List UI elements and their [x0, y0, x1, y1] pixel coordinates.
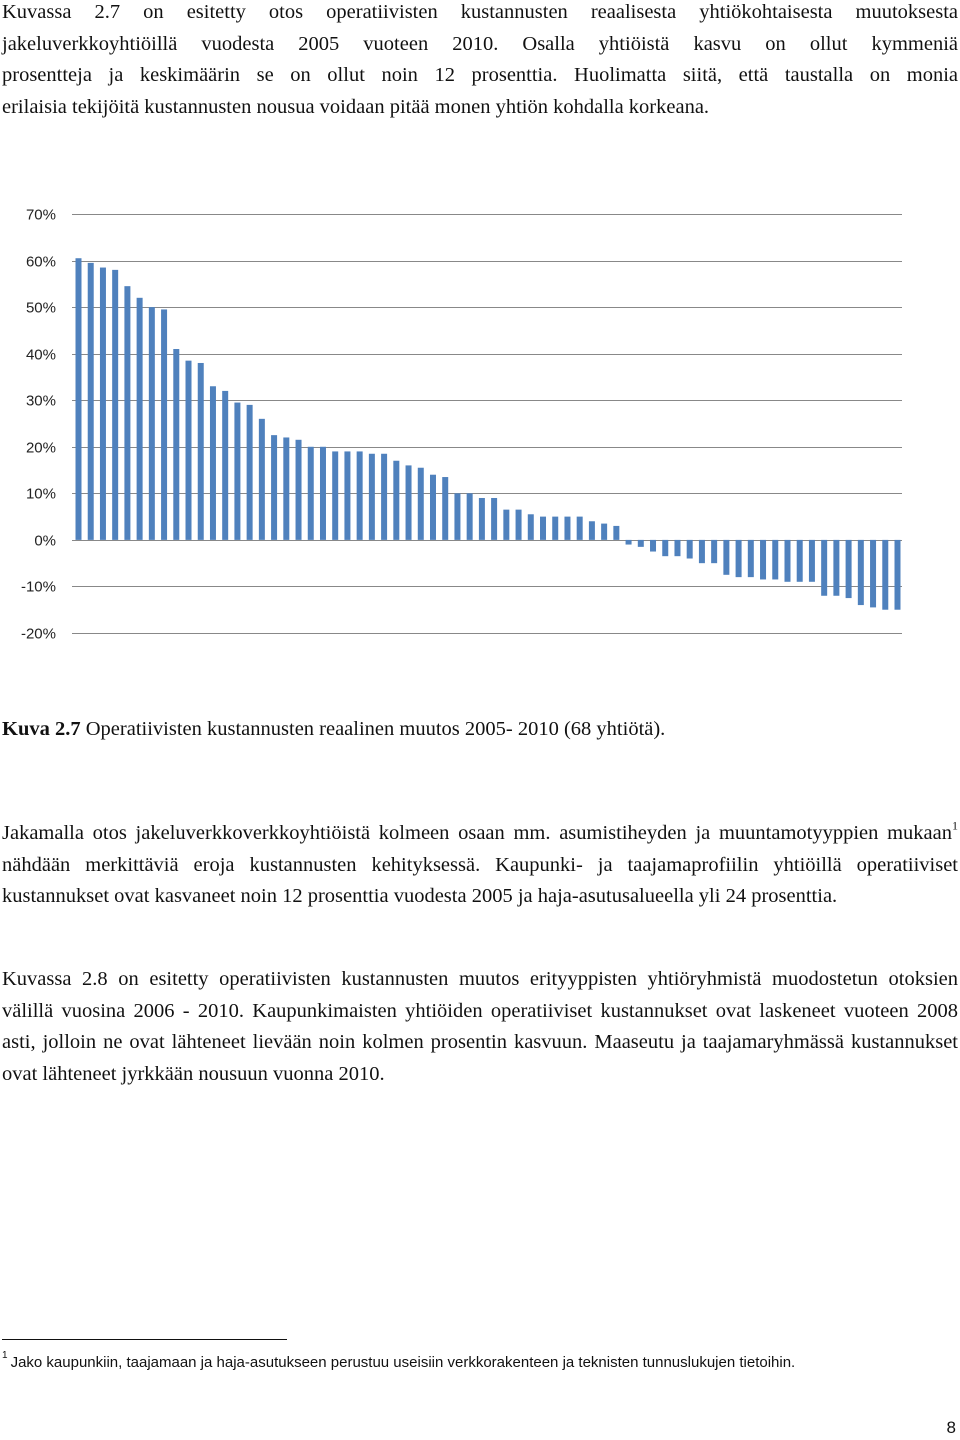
bar — [638, 540, 644, 547]
bar-chart — [0, 195, 960, 655]
y-tick-label: 20% — [25, 439, 56, 457]
bar — [797, 540, 803, 582]
footnote-reference[interactable]: 1 — [952, 818, 958, 833]
intro-line: jakeluverkkoyhtiöillä vuodesta 2005 vuoteen 2010. Osalla yhtiöistä kasvu on ollut kymmeniä — [2, 32, 958, 55]
bar — [173, 349, 179, 540]
bar — [100, 268, 106, 540]
bar — [112, 270, 118, 540]
y-axis-labels — [21, 207, 56, 643]
bar — [736, 540, 742, 577]
bar — [821, 540, 827, 596]
bar — [222, 391, 228, 540]
bar — [516, 510, 522, 540]
bar — [674, 540, 680, 556]
bar — [711, 540, 717, 563]
bar — [687, 540, 693, 559]
bar-chart-svg — [0, 195, 960, 655]
y-tick-label: 70% — [25, 206, 56, 224]
bar — [699, 540, 705, 563]
bar — [88, 263, 94, 540]
bar — [369, 454, 375, 540]
bar — [846, 540, 852, 598]
bar — [442, 477, 448, 540]
y-tick-label: 50% — [25, 299, 56, 317]
bar — [247, 405, 253, 540]
footnote — [2, 1350, 942, 1375]
y-tick-label: 40% — [25, 346, 56, 364]
intro-line: erilaisia tekijöitä kustannusten nousua voidaan pitää monen yhtiön kohdalla korkeana. — [2, 95, 710, 118]
bar — [393, 461, 399, 540]
bar — [418, 468, 424, 540]
bar — [320, 447, 326, 540]
bar — [882, 540, 888, 610]
bar — [748, 540, 754, 577]
bar — [833, 540, 839, 596]
bar — [491, 498, 497, 540]
footnote-text: Jako kaupunkiin, taajamaan ja haja-asutukseen perustuu useisiin verkkorakenteen ja teknisten tunnuslukujen tietoihin. — [10, 1354, 796, 1371]
bar — [662, 540, 668, 556]
bar — [467, 493, 473, 540]
segmentation-text: Jakamalla otos jakeluverkkoverkkoyhtiöistä kolmeen osaan mm. asumistiheyden ja muuntamotyyppien mukaan — [2, 822, 952, 844]
bar — [406, 465, 412, 539]
bar — [601, 524, 607, 540]
segmentation-text-cont: nähdään merkittäviä eroja kustannusten kehityksessä. Kaupunki- ja taajamaprofiilin yhtiöillä operatiiviset kustannukset ovat kasvaneet noin 12 prosenttia vuodesta 2005 ja haja-asutusalueella yli 24 prosenttia. — [2, 853, 958, 907]
bar — [528, 514, 534, 540]
bar — [186, 361, 192, 540]
bar — [540, 517, 546, 540]
y-tick-label: 30% — [25, 392, 56, 410]
footnote-divider — [2, 1339, 287, 1340]
bar — [503, 510, 509, 540]
footnote-marker: 1 — [2, 1350, 8, 1361]
bar — [589, 521, 595, 540]
bar — [552, 517, 558, 540]
bar — [137, 298, 143, 540]
page-number: 8 — [946, 1418, 956, 1437]
bar — [344, 451, 350, 539]
bar — [234, 403, 240, 540]
y-tick-label: -20% — [20, 625, 56, 643]
bar — [198, 363, 204, 540]
bar — [479, 498, 485, 540]
bar — [723, 540, 729, 575]
bar — [259, 419, 265, 540]
figure-caption — [2, 714, 665, 746]
bar — [858, 540, 864, 605]
bar — [760, 540, 766, 580]
caption-text: Operatiivisten kustannusten reaalinen muutos 2005- 2010 (68 yhtiötä). — [80, 718, 666, 740]
bar — [613, 526, 619, 540]
bar — [430, 475, 436, 540]
bar — [149, 307, 155, 540]
bar — [381, 454, 387, 540]
bar — [454, 493, 460, 540]
figure-2-8-paragraph: Kuvassa 2.8 on esitetty operatiivisten kustannusten muutos erityyppisten yhtiöryhmistä muodostetun otoksien välillä vuosina 2006 - 2010. Kaupunkimaisten yhtiöiden operatiiviset kustannukset ovat laskeneet vuoteen 2008 asti, jolloin ne ovat lähteneet lievään noin kolmen prosentin kasvuun. Maaseutu ja taajamaryhmässä kustannukset ovat lähteneet jyrkkään nousuun vuonna 2010. — [2, 968, 958, 1085]
intro-line: Kuvassa 2.7 on esitetty otos operatiivisten kustannusten reaalisesta yhtiökohtaisesta muutoksesta — [2, 1, 958, 23]
bar — [564, 517, 570, 540]
bar — [124, 286, 130, 540]
y-tick-label: 0% — [34, 532, 56, 550]
intro-paragraph — [2, 0, 958, 123]
bar — [870, 540, 876, 608]
bar — [650, 540, 656, 552]
bar — [283, 437, 289, 539]
bar — [895, 540, 901, 610]
bar — [161, 309, 167, 539]
bar — [296, 440, 302, 540]
bar — [784, 540, 790, 582]
segmentation-paragraph — [2, 818, 958, 913]
bar — [772, 540, 778, 580]
y-tick-label: 60% — [25, 253, 56, 271]
bar — [577, 517, 583, 540]
intro-line: prosentteja ja keskimäärin se on ollut noin 12 prosenttia. Huolimatta siitä, että taustalla on monia — [2, 64, 958, 86]
bar — [809, 540, 815, 582]
bar — [626, 540, 632, 545]
bar — [76, 258, 82, 540]
caption-label: Kuva 2.7 — [2, 718, 81, 740]
bar — [210, 386, 216, 540]
bar — [357, 451, 363, 539]
bar — [271, 435, 277, 540]
bars — [76, 258, 901, 609]
y-tick-label: 10% — [25, 485, 56, 503]
bar — [308, 447, 314, 540]
y-tick-label: -10% — [20, 578, 56, 596]
bar — [332, 451, 338, 539]
